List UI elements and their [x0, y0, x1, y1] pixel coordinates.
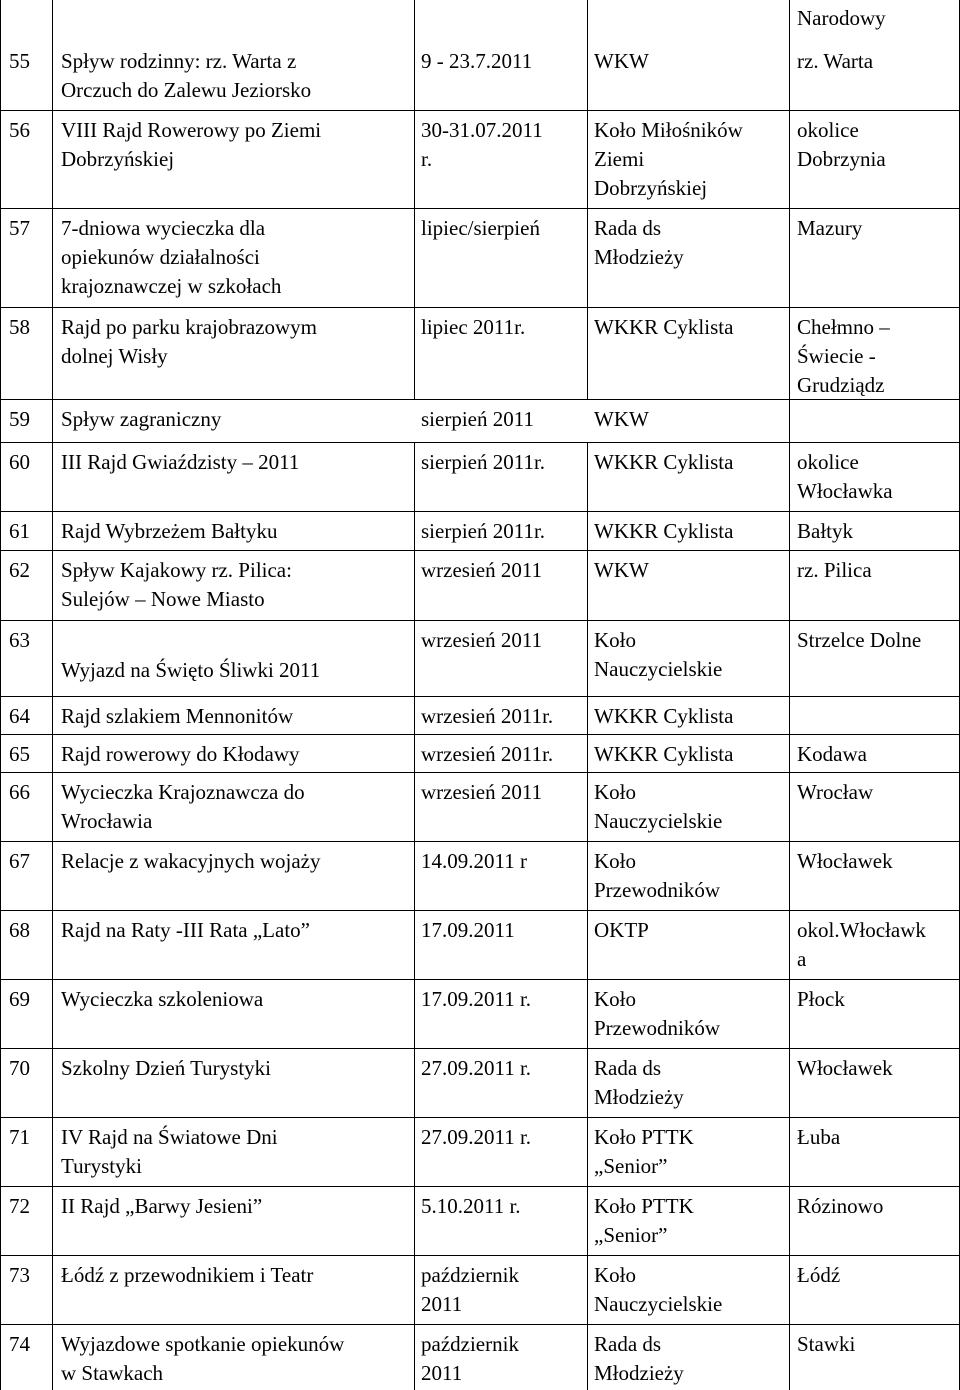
cell-number: 72: [9, 1194, 30, 1218]
cell-number: 66: [9, 780, 30, 804]
cell-org: Koło PTTK: [594, 1194, 694, 1218]
column-divider: [587, 511, 588, 550]
column-divider: [789, 110, 790, 208]
cell-event: Wycieczka szkoleniowa: [61, 987, 264, 1011]
cell-event: Spływ zagraniczny: [61, 407, 222, 431]
column-divider: [789, 1048, 790, 1117]
cell-place: Stawki: [797, 1332, 856, 1356]
cell-event: Turystyki: [61, 1154, 142, 1178]
column-divider: [587, 734, 588, 772]
row-divider: [0, 1048, 960, 1049]
column-divider: [414, 0, 415, 110]
cell-org: Rada ds: [594, 216, 662, 240]
cell-number: 55: [9, 49, 30, 73]
cell-place: okolice: [797, 118, 859, 142]
cell-date: sierpień 2011: [421, 407, 534, 431]
column-divider: [789, 696, 790, 734]
cell-org: WKKR Cyklista: [594, 742, 734, 766]
cell-date: wrzesień 2011: [421, 628, 543, 652]
cell-event: III Rajd Gwiaździsty – 2011: [61, 450, 300, 474]
cell-date: 27.09.2011 r.: [421, 1056, 532, 1080]
column-divider: [587, 1324, 588, 1390]
column-divider: [587, 1186, 588, 1255]
cell-event: Spływ Kajakowy rz. Pilica:: [61, 558, 292, 582]
cell-date: 14.09.2011 r: [421, 849, 527, 873]
column-divider: [414, 442, 415, 511]
column-divider: [789, 307, 790, 399]
cell-date: 5.10.2011 r.: [421, 1194, 521, 1218]
cell-number: 71: [9, 1125, 30, 1149]
column-divider: [414, 734, 415, 772]
cell-org: Nauczycielskie: [594, 657, 723, 681]
cell-number: 59: [9, 407, 30, 431]
cell-org: „Senior”: [594, 1154, 668, 1178]
cell-event: VIII Rajd Rowerowy po Ziemi: [61, 118, 322, 142]
cell-org: Koło: [594, 849, 636, 873]
cell-date: r.: [421, 147, 433, 171]
cell-place: Włocławek: [797, 849, 893, 873]
row-divider: [0, 620, 960, 621]
cell-event: Rajd rowerowy do Kłodawy: [61, 742, 300, 766]
column-divider: [789, 620, 790, 696]
column-divider: [587, 0, 588, 110]
cell-date: wrzesień 2011: [421, 780, 543, 804]
cell-date: październik: [421, 1263, 519, 1287]
row-divider: [0, 208, 960, 209]
row-divider: [0, 979, 960, 980]
cell-org: OKTP: [594, 918, 649, 942]
column-divider: [587, 979, 588, 1048]
cell-place: Włocławek: [797, 1056, 893, 1080]
cell-org: WKW: [594, 558, 649, 582]
cell-number: 74: [9, 1332, 30, 1356]
column-divider: [414, 772, 415, 841]
column-divider: [587, 307, 588, 399]
cell-org: Koło: [594, 987, 636, 1011]
row-divider: [0, 696, 960, 697]
column-divider: [789, 511, 790, 550]
row-divider: [0, 511, 960, 512]
column-divider: [587, 910, 588, 979]
row-divider: [0, 1186, 960, 1187]
column-divider: [789, 399, 790, 442]
cell-place: Narodowy: [797, 6, 886, 30]
cell-place: Płock: [797, 987, 845, 1011]
cell-place: Kodawa: [797, 742, 867, 766]
cell-date: 9 - 23.7.2011: [421, 49, 533, 73]
column-divider: [789, 734, 790, 772]
column-divider: [587, 696, 588, 734]
row-divider: [0, 442, 960, 443]
cell-event: II Rajd „Barwy Jesieni”: [61, 1194, 263, 1218]
cell-number: 56: [9, 118, 30, 142]
cell-event: w Stawkach: [61, 1361, 164, 1385]
cell-org: Rada ds: [594, 1332, 662, 1356]
column-divider: [789, 442, 790, 511]
column-divider: [414, 910, 415, 979]
table-border-left: [0, 0, 1, 1390]
column-divider: [587, 110, 588, 208]
cell-number: 61: [9, 519, 30, 543]
cell-org: Dobrzyńskiej: [594, 176, 708, 200]
cell-org: Nauczycielskie: [594, 809, 723, 833]
cell-event: Łódź z przewodnikiem i Teatr: [61, 1263, 314, 1287]
column-divider: [789, 0, 790, 110]
cell-date: lipiec/sierpień: [421, 216, 540, 240]
cell-number: 58: [9, 315, 30, 339]
column-divider: [414, 1048, 415, 1117]
cell-event: Rajd Wybrzeżem Bałtyku: [61, 519, 278, 543]
cell-event: Dobrzyńskiej: [61, 147, 175, 171]
row-divider: [0, 1117, 960, 1118]
column-divider: [414, 979, 415, 1048]
cell-event: Rajd na Raty -III Rata „Lato”: [61, 918, 310, 942]
cell-date: lipiec 2011r.: [421, 315, 526, 339]
cell-org: WKKR Cyklista: [594, 450, 734, 474]
cell-date: 2011: [421, 1361, 463, 1385]
cell-event: Szkolny Dzień Turystyki: [61, 1056, 272, 1080]
cell-place: Rózinowo: [797, 1194, 884, 1218]
cell-place: rz. Warta: [797, 49, 874, 73]
cell-org: WKW: [594, 407, 649, 431]
cell-org: „Senior”: [594, 1223, 668, 1247]
cell-place: Strzelce Dolne: [797, 628, 922, 652]
column-divider: [587, 772, 588, 841]
cell-org: Koło: [594, 1263, 636, 1287]
cell-place: Bałtyk: [797, 519, 853, 543]
cell-number: 68: [9, 918, 30, 942]
cell-org: WKKR Cyklista: [594, 519, 734, 543]
column-divider: [587, 620, 588, 696]
column-divider: [414, 696, 415, 734]
column-divider: [789, 910, 790, 979]
row-divider: [0, 841, 960, 842]
cell-event: Orczuch do Zalewu Jeziorsko: [61, 78, 312, 102]
cell-event: krajoznawczej w szkołach: [61, 274, 282, 298]
cell-date: 17.09.2011: [421, 918, 515, 942]
column-divider: [414, 1324, 415, 1390]
cell-date: październik: [421, 1332, 519, 1356]
cell-place: okolice: [797, 450, 859, 474]
cell-event: 7-dniowa wycieczka dla: [61, 216, 266, 240]
cell-place: Mazury: [797, 216, 863, 240]
cell-place: a: [797, 947, 807, 971]
column-divider: [789, 841, 790, 910]
column-divider: [789, 1186, 790, 1255]
cell-place: Łódź: [797, 1263, 841, 1287]
column-divider: [587, 550, 588, 620]
cell-date: wrzesień 2011: [421, 558, 543, 582]
column-divider: [587, 1048, 588, 1117]
row-divider: [0, 734, 960, 735]
cell-number: 57: [9, 216, 30, 240]
cell-event: Sulejów – Nowe Miasto: [61, 587, 265, 611]
cell-place: okol.Włocławk: [797, 918, 926, 942]
cell-date: 30-31.07.2011: [421, 118, 543, 142]
cell-place: Wrocław: [797, 780, 874, 804]
cell-place: Grudziądz: [797, 373, 885, 397]
row-divider: [0, 110, 960, 111]
column-divider: [789, 1117, 790, 1186]
cell-org: Koło: [594, 780, 636, 804]
cell-date: 2011: [421, 1292, 463, 1316]
cell-event: IV Rajd na Światowe Dni: [61, 1125, 278, 1149]
cell-date: sierpień 2011r.: [421, 519, 546, 543]
cell-org: Koło PTTK: [594, 1125, 694, 1149]
row-divider: [0, 910, 960, 911]
cell-org: Przewodników: [594, 1016, 720, 1040]
row-divider: [0, 772, 960, 773]
column-divider: [587, 1255, 588, 1324]
column-divider: [414, 307, 415, 399]
cell-date: wrzesień 2011r.: [421, 704, 554, 728]
row-divider: [0, 550, 960, 551]
cell-event: Rajd szlakiem Mennonitów: [61, 704, 294, 728]
cell-event: Wrocławia: [61, 809, 153, 833]
column-divider: [414, 550, 415, 620]
cell-number: 70: [9, 1056, 30, 1080]
cell-event: Wyjazd na Święto Śliwki 2011: [61, 658, 321, 682]
cell-event: opiekunów działalności: [61, 245, 260, 269]
cell-number: 60: [9, 450, 30, 474]
cell-place: Dobrzynia: [797, 147, 886, 171]
column-divider: [414, 1186, 415, 1255]
column-divider: [789, 208, 790, 307]
cell-org: Młodzieży: [594, 1361, 684, 1385]
cell-org: Ziemi: [594, 147, 645, 171]
cell-org: Koło: [594, 628, 636, 652]
cell-number: 73: [9, 1263, 30, 1287]
column-divider: [414, 841, 415, 910]
cell-org: WKKR Cyklista: [594, 315, 734, 339]
cell-org: Nauczycielskie: [594, 1292, 723, 1316]
column-divider: [414, 620, 415, 696]
cell-org: Młodzieży: [594, 1085, 684, 1109]
column-divider: [52, 0, 53, 1390]
cell-event: Wycieczka Krajoznawcza do: [61, 780, 305, 804]
column-divider: [789, 979, 790, 1048]
cell-event: Spływ rodzinny: rz. Warta z: [61, 49, 297, 73]
cell-event: Wyjazdowe spotkanie opiekunów: [61, 1332, 345, 1356]
row-divider: [0, 307, 960, 308]
column-divider: [587, 442, 588, 511]
cell-number: 69: [9, 987, 30, 1011]
column-divider: [414, 511, 415, 550]
column-divider: [587, 841, 588, 910]
column-divider: [789, 772, 790, 841]
cell-org: Przewodników: [594, 878, 720, 902]
column-divider: [587, 1117, 588, 1186]
cell-org: Rada ds: [594, 1056, 662, 1080]
column-divider: [789, 550, 790, 620]
cell-number: 64: [9, 704, 30, 728]
cell-number: 65: [9, 742, 30, 766]
cell-number: 62: [9, 558, 30, 582]
cell-date: sierpień 2011r.: [421, 450, 546, 474]
cell-org: Koło Miłośników: [594, 118, 743, 142]
cell-place: Włocławka: [797, 479, 893, 503]
cell-number: 63: [9, 628, 30, 652]
cell-event: Rajd po parku krajobrazowym: [61, 315, 318, 339]
column-divider: [414, 208, 415, 307]
cell-date: 17.09.2011 r.: [421, 987, 532, 1011]
cell-date: wrzesień 2011r.: [421, 742, 554, 766]
cell-number: 67: [9, 849, 30, 873]
cell-org: WKKR Cyklista: [594, 704, 734, 728]
cell-place: Łuba: [797, 1125, 841, 1149]
cell-place: rz. Pilica: [797, 558, 872, 582]
column-divider: [414, 110, 415, 208]
column-divider: [789, 1324, 790, 1390]
column-divider: [414, 1255, 415, 1324]
cell-event: dolnej Wisły: [61, 344, 168, 368]
cell-event: Relacje z wakacyjnych wojaży: [61, 849, 321, 873]
cell-place: Chełmno –: [797, 315, 890, 339]
row-divider: [0, 1324, 960, 1325]
row-divider: [0, 1255, 960, 1256]
cell-org: Młodzieży: [594, 245, 684, 269]
cell-org: WKW: [594, 49, 649, 73]
column-divider: [414, 1117, 415, 1186]
column-divider: [789, 1255, 790, 1324]
cell-date: 27.09.2011 r.: [421, 1125, 532, 1149]
cell-place: Świecie -: [797, 344, 876, 368]
column-divider: [587, 208, 588, 307]
